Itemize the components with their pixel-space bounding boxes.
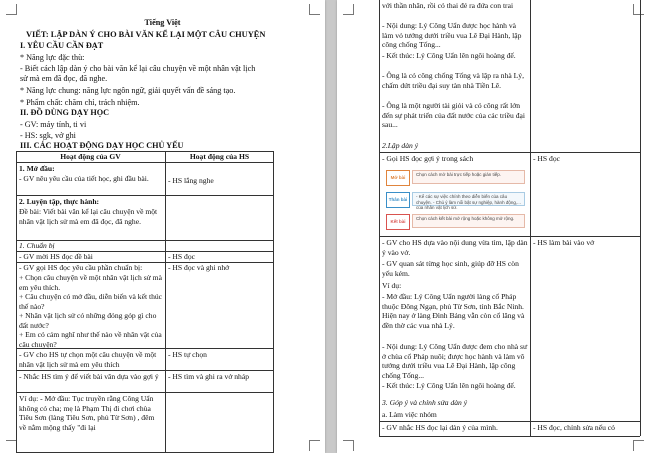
crop-mark [6,4,17,15]
table-cell: a. Làm việc nhóm [382,410,437,419]
table-cell: + Chọn câu chuyện về một nhân vật lịch sử mà em yêu thích. [19,273,162,292]
table-cell: - HS tự chọn [168,350,207,359]
intro-text: Chọn cách mở bài trực tiếp hoặc gián tiếp. [412,170,525,184]
text-line: * Năng lực đặc thù: [20,53,85,62]
table-divider [165,151,166,453]
table-cell: - GV mời HS đọc đề bài [19,252,93,261]
table-cell: 2. Luyện tập, thực hành: [19,197,100,206]
crop-mark [309,4,320,15]
crop-mark [309,440,320,451]
outline-diagram [382,167,530,233]
outline-step-body [382,189,530,209]
table-cell: - GV nhắc HS đọc lại dàn ý của mình. [382,423,498,432]
crop-mark [343,440,354,451]
document-page-right [337,0,650,453]
crop-mark [633,440,644,451]
table-cell: 1. Chuẩn bị [19,241,55,250]
table-rule [16,162,274,163]
table-cell: - Ông là có công chống Tống và lập ra nhà Lý, chấm dứt triều đại suy tàn nhà Tiền Lê. [382,71,524,90]
table-cell: - Kết thúc: Lý Công Uẩn lên ngôi hoàng đế. [382,51,516,60]
table-cell: - GV gọi HS đọc yêu cầu phần chuẩn bị: [19,263,143,272]
table-cell: 1. Mở đầu: [19,164,55,173]
section-heading: III. CÁC HOẠT ĐỘNG DẠY HỌC CHỦ YẾU [20,141,184,150]
text-line: - GV: máy tính, ti vi [20,120,87,129]
text-line: * Phẩm chất: chăm chỉ, trách nhiệm. [20,98,140,107]
table-cell: - Kết thúc: Lý Công Uẩn lên ngôi hoàng đế. [382,381,516,390]
table-cell: - Nhắc HS tìm ý để viết bài văn dựa vào gợi ý [19,372,159,381]
table-cell: - Mở đầu: Lý Công Uẩn người làng cổ Pháp thuộc Đông Ngạn, phủ Từ Sơn, tỉnh Bắc Ninh. Hiện nay ở làng Đình Bảng vẫn còn cổ lăng và đền thờ các vua nhà Lý. [382,292,525,330]
table-cell: - HS đọc [168,252,195,261]
crop-mark [633,4,644,15]
table-cell: Ví dụ: [382,281,402,290]
table-rule [16,370,274,371]
table-rule [379,421,640,422]
subject-heading: Tiếng Việt [144,18,181,27]
crop-mark [343,4,354,15]
table-cell: - HS đọc, chỉnh sửa nếu có [533,423,615,432]
table-cell: - Ông là một người tài giỏi và có công rất lớn đến sự phát triển của đất nước của các triều đại sau... [382,101,525,130]
conclusion-text: Chọn cách kết bài mở rộng hoặc không mở rộng. [412,214,525,228]
text-line: - HS: sgk, vở ghi [20,131,76,140]
conclusion-tag: Kết bài [386,214,410,230]
table-cell: - HS tìm và ghi ra vở nháp [168,372,249,381]
lesson-title: VIẾT: LẬP DÀN Ý CHO BÀI VĂN KỂ LẠI MỘT CÂU CHUYỆN [26,30,266,39]
table-cell: + Câu chuyện có mở đầu, diễn biến và kết thúc thế nào? [19,292,163,311]
section-heading: I. YÊU CẦU CẦN ĐẠT [20,41,104,50]
table-rule [379,236,640,237]
body-tag: Thân bài [386,192,410,208]
text-line: sử mà em đã đọc, đã nghe. [20,74,108,83]
table-cell: 2.Lập dàn ý [382,141,419,150]
table-cell: - GV cho HS tự chọn một câu chuyện về một nhân vật lịch sử mà em yêu thích [19,350,157,369]
table-cell: - Gọi HS đọc gợi ý trong sách [382,154,474,163]
table-border [640,0,641,436]
table-cell: + Em có cảm nghĩ như thế nào về nhân vật của câu chuyện? [19,330,162,349]
table-cell: - Nội dung: Lý Công Uẩn được học hành và làm vỏ tướng dưới triều vua Lê Đại Hành, lập công chống Tống... [382,21,522,50]
outline-step-intro [382,167,530,187]
table-cell: - Nội dung: Lý Công Uẩn được đem cho nhà sư ở chùa cổ Pháp nuôi; được học hành và làm võ tướng dưới triều vua Lê Đại Hành, lập công chống Tống... [382,342,528,380]
table-rule [379,436,640,437]
table-cell: với thần nhân, rồi có thai đẻ ra đứa con trai [382,1,514,10]
table-border [379,0,380,436]
table-cell: - GV quan sát từng học sinh, giúp đỡ HS còn yếu kém. [382,259,519,278]
table-divider [530,0,531,436]
section-heading: II. ĐỒ DÙNG DẠY HỌC [20,108,110,117]
table-cell: Đề bài: Viết bài văn kể lại câu chuyện về một nhân vật lịch sử mà em đã đọc, đã nghe. [19,207,158,226]
table-cell: - GV nêu yêu cầu của tiết học, ghi đầu bài. [19,174,149,183]
table-cell: - HS đọc [533,154,560,163]
table-cell: + Nhân vật lịch sử có những đóng góp gì cho đất nước? [19,311,157,330]
table-cell: - HS làm bài vào vở [533,238,595,247]
table-cell: - HS lắng nghe [168,176,214,185]
table-cell: - HS đọc và ghi nhớ [168,263,230,272]
table-cell: 3. Góp ý và chỉnh sửa dàn ý [382,398,468,407]
outline-step-conclusion [382,211,530,231]
intro-tag: Mở bài [386,170,410,186]
table-rule [16,195,274,196]
table-rule [379,152,640,153]
table-cell: - GV cho HS dựa vào nội dung vừa tìm, lập dàn ý vào vở. [382,238,528,257]
table-rule [16,392,274,393]
table-header-gv: Hoạt động của GV [60,152,121,161]
text-line: * Năng lực chung: năng lực ngôn ngữ, giải quyết vấn đề sáng tạo. [20,86,236,95]
table-cell: Ví dụ: - Mở đầu: Tục truyền rằng Công Uẩn không có cha; mẹ là Phạm Thị đi chơi chùa Tiêu Sơn (làng Tiêu Sơn, phủ Từ Sơn) , đêm về nằm mộng thấy "đi lại [19,394,155,432]
body-text: - Kể các sự việc chính theo diễn biến của câu chuyện. - Chú ý làm nổi bật sự nghiệp, hành động,... của nhân vật lịch sử. [412,192,525,206]
text-line: - Biết cách lập dàn ý cho bài văn kể lại câu chuyện về một nhân vật lịch [20,64,256,73]
table-header-hs: Hoạt động của HS [189,152,250,161]
